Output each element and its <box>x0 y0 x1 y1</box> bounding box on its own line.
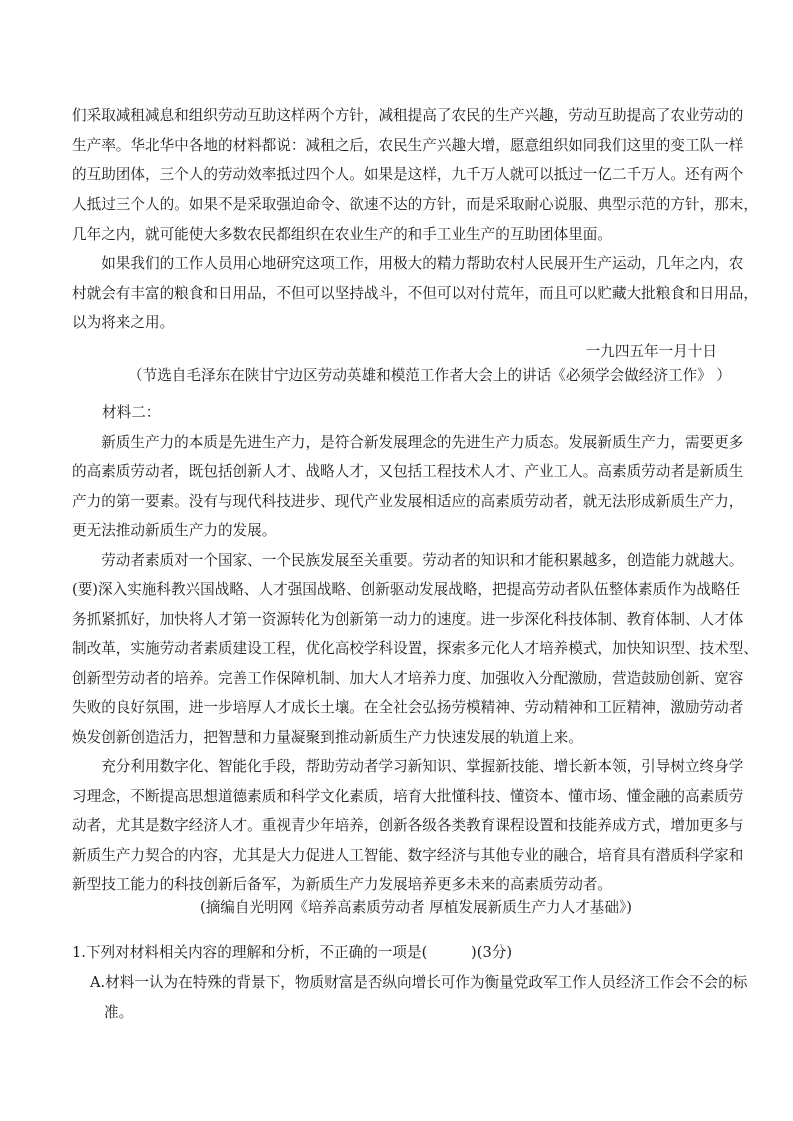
option-a-continued: 准。 <box>104 1004 134 1021</box>
question-stem: 1.下列对材料相关内容的理解和分析，不正确的一项是( )(3分) <box>72 944 513 961</box>
paragraph-line: (要)深入实施科教兴国战略、人才强国战略、创新驱动发展战略，把提高劳动者队伍整体素质作为战略任 <box>72 581 741 598</box>
option-a: A.材料一认为在特殊的背景下，物质财富是否纵向增长可作为衡量党政军工作人员经济工作会不会的标 <box>90 974 748 991</box>
paragraph-line: 新质生产力的本质是先进生产力，是符合新发展理念的先进生产力质态。发展新质生产力，需要更多 <box>72 434 744 451</box>
paragraph-line: 新型技工能力的科技创新后备军，为新质生产力发展培养更多未来的高素质劳动者。 <box>72 876 612 893</box>
paragraph-line: 劳动者素质对一个国家、一个民族发展至关重要。劳动者的知识和才能积累越多，创造能力就越大。 <box>72 552 744 569</box>
paragraph-line: 以为将来之用。 <box>72 314 175 331</box>
paragraph-line: 的互助团体，三个人的劳动效率抵过四个人。如果是这样，九千万人就可以抵过一亿二千万人。还有两个 <box>72 166 744 183</box>
paragraph-line: 生产率。华北华中各地的材料都说：减租之后，农民生产兴趣大增，愿意组织如同我们这里的变工队一样 <box>72 137 744 154</box>
paragraph-line: 新质生产力契合的内容，尤其是大力促进人工智能、数字经济与其他专业的融合，培育具有潜质科学家和 <box>72 847 744 864</box>
paragraph-line: 充分利用数字化、智能化手段，帮助劳动者学习新知识、掌握新技能、增长新本领，引导树立终身学 <box>72 758 744 775</box>
paragraph-line: 习理念，不断提高思想道德素质和科学文化素质，培育大批懂科技、懂资本、懂市场、懂金融的高素质劳 <box>72 788 744 805</box>
paragraph-line: 们采取减租减息和组织劳动互助这样两个方针，减租提高了农民的生产兴趣，劳动互助提高了农业劳动的 <box>72 107 744 124</box>
paragraph-line: 的高素质劳动者，既包括创新人才、战略人才，又包括工程技术人才、产业工人。高素质劳动者是新质生 <box>72 463 744 480</box>
date-line: 一九四五年一月十日 <box>585 343 717 360</box>
paragraph-line: 村就会有丰富的粮食和日用品，不但可以坚持战斗，不但可以对付荒年，而且可以贮藏大批粮食和日用品， <box>72 285 758 302</box>
paragraph-line: 更无法推动新质生产力的发展。 <box>72 522 277 539</box>
source-citation: （节选自毛泽东在陕甘宁边区劳动英雄和模范工作者大会上的讲话《必须学会做经济工作》 ） <box>128 367 731 384</box>
paragraph-line: 如果我们的工作人员用心地研究这项工作，用极大的精力帮助农村人民展开生产运动，几年之内，农 <box>72 255 744 272</box>
paragraph-line: 产力的第一要素。没有与现代科技进步、现代产业发展相适应的高素质劳动者，就无法形成新质生产力， <box>72 493 744 510</box>
paragraph-line: 务抓紧抓好，加快将人才第一资源转化为创新第一动力的速度。进一步深化科技体制、教育体制、人才体 <box>72 611 744 628</box>
paragraph-line: 动者，尤其是数字经济人才。重视青少年培养，创新各级各类教育课程设置和技能养成方式，增加更多与 <box>72 817 744 834</box>
paragraph-line: 人抵过三个人的。如果不是采取强迫命令、欲速不达的方针，而是采取耐心说服、典型示范的方针，那末， <box>72 196 758 213</box>
paragraph-line: 创新型劳动者的培养。完善工作保障机制、加大人才培养力度、加强收入分配激励，营造鼓励创新、宽容 <box>72 670 744 687</box>
source-citation: (摘编自光明网《培养高素质劳动者 厚植发展新质生产力人才基础》) <box>200 899 632 916</box>
paragraph-line: 制改革，实施劳动者素质建设工程，优化高校学科设置，探索多元化人才培养模式，加快知识型、技术型、 <box>72 640 758 657</box>
section-heading: 材料二： <box>102 404 161 421</box>
paragraph-line: 几年之内，就可能使大多数农民都组织在农业生产的和手工业生产的互助团体里面。 <box>72 226 612 243</box>
paragraph-line: 失败的良好氛围，进一步培厚人才成长土壤。在全社会弘扬劳模精神、劳动精神和工匠精神，激励劳动者 <box>72 699 744 716</box>
paragraph-line: 焕发创新创造活力，把智慧和力量凝聚到推动新质生产力快速发展的轨道上来。 <box>72 729 583 746</box>
